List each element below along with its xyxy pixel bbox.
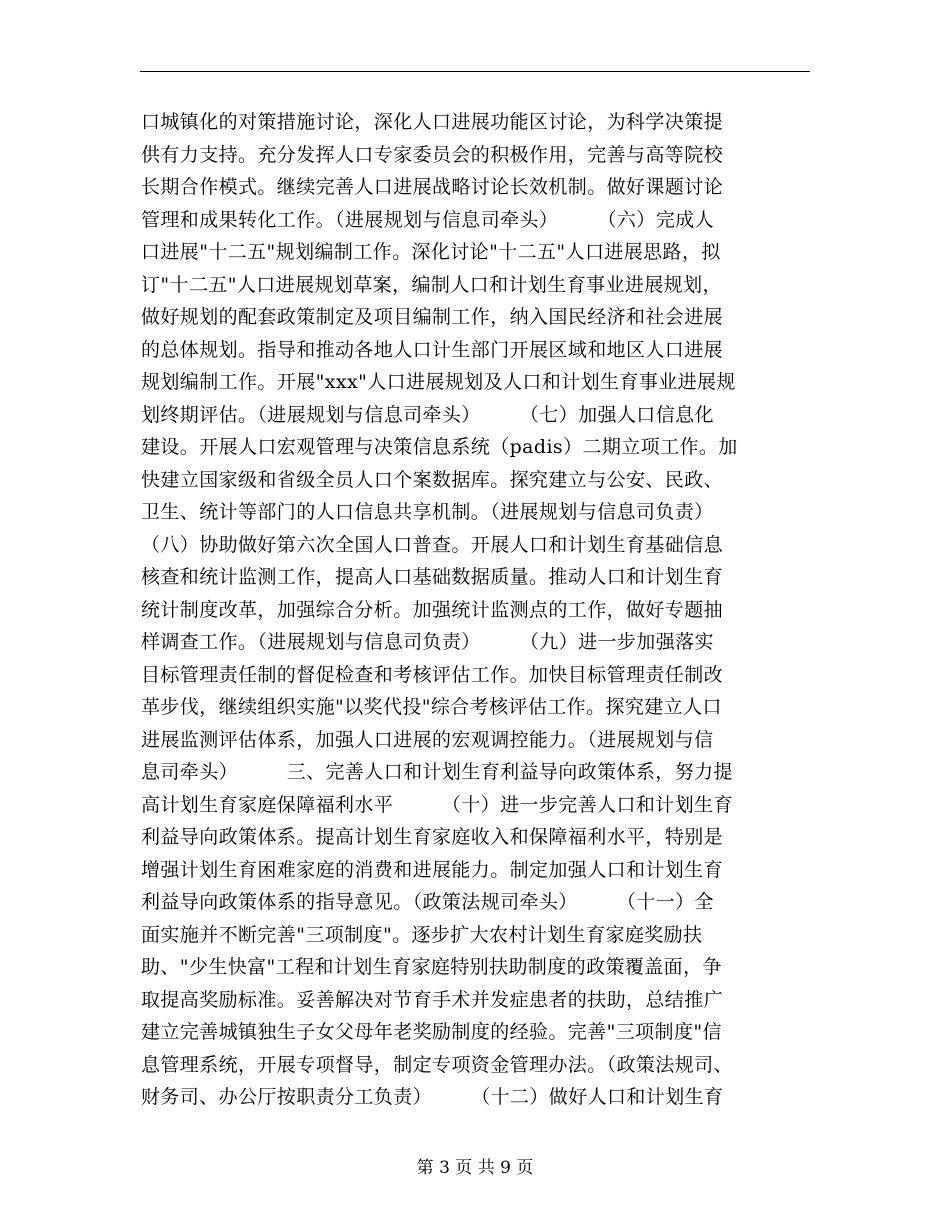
- text-line: 做好规划的配套政策制定及项目编制工作，纳入国民经济和社会进展: [141, 306, 724, 328]
- text-line: 订"十二五"人口进展规划草案，编制人口和计划生育事业进展规划，: [141, 273, 722, 296]
- text-line: 建立完善城镇独生子女父母年老奖励制度的经验。完善"三项制度"信: [141, 1021, 722, 1043]
- text-line: 核查和统计监测工作，提高人口基础数据质量。推动人口和计划生育: [141, 566, 724, 588]
- text-line: 面实施并不断完善"三项制度"。逐步扩大农村计划生育家庭奖励扶: [141, 923, 703, 946]
- text-line: 利益导向政策体系的指导意见。（政策法规司牵头） （十一）全: [141, 891, 714, 913]
- text-line: 划终期评估。（进展规划与信息司牵头） （七）加强人口信息化: [141, 403, 714, 426]
- text-line: 息管理系统，开展专项督导，制定专项资金管理办法。（政策法规司、: [141, 1053, 733, 1076]
- text-line: 息司牵头） 三、完善人口和计划生育利益导向政策体系，努力提: [141, 761, 733, 783]
- text-line: 利益导向政策体系。提高计划生育家庭收入和保障福利水平，特别是: [141, 826, 724, 848]
- text-line: 高计划生育家庭保障福利水平 （十）进一步完善人口和计划生育: [141, 793, 733, 816]
- text-line: 革步伐，继续组织实施"以奖代投"综合考核评估工作。探究建立人口: [141, 696, 722, 718]
- text-line: 增强计划生育困难家庭的消费和进展能力。制定加强人口和计划生育: [141, 858, 724, 881]
- text-line: 助、"少生快富"工程和计划生育家庭特别扶助制度的政策覆盖面，争: [141, 956, 722, 978]
- text-line: 规划编制工作。开展"xxx"人口进展规划及人口和计划生育事业进展规: [141, 371, 736, 393]
- text-line: 长期合作模式。继续完善人口进展战略讨论长效机制。做好课题讨论: [141, 176, 724, 198]
- body-text: [141, 106, 821, 1114]
- text-line: 快建立国家级和省级全员人口个案数据库。探究建立与公安、民政、: [141, 468, 724, 491]
- text-line: 的总体规划。指导和推动各地人口计生部门开展区域和地区人口进展: [141, 338, 724, 361]
- text-line: 管理和成果转化工作。（进展规划与信息司牵头） （六）完成人: [141, 208, 714, 231]
- text-line: 口进展"十二五"规划编制工作。深化讨论"十二五"人口进展思路，拟: [141, 241, 721, 263]
- text-line: 进展监测评估体系，加强人口进展的宏观调控能力。（进展规划与信: [141, 728, 714, 751]
- text-line: 口城镇化的对策措施讨论，深化人口进展功能区讨论，为科学决策提: [141, 111, 724, 133]
- text-line: 财务司、办公厅按职责分工负责） （十二）做好人口和计划生育: [141, 1086, 724, 1108]
- text-line: 卫生、统计等部门的人口信息共享机制。（进展规划与信息司负责）: [141, 501, 714, 523]
- text-line: 样调查工作。（进展规划与信息司负责） （九）进一步加强落实: [141, 631, 714, 653]
- text-line: 目标管理责任制的督促检查和考核评估工作。加快目标管理责任制改: [141, 663, 724, 686]
- header-rule: [140, 71, 810, 72]
- text-line: 建设。开展人口宏观管理与决策信息系统（padis）二期立项工作。加: [141, 436, 738, 458]
- text-line: 取提高奖励标准。妥善解决对节育手术并发症患者的扶助，总结推广: [141, 988, 724, 1011]
- text-line: 统计制度改革，加强综合分析。加强统计监测点的工作，做好专题抽: [141, 598, 724, 621]
- page-number-footer: 第 3 页 共 9 页: [416, 1158, 534, 1178]
- text-line: （八）协助做好第六次全国人口普查。开展人口和计划生育基础信息: [141, 533, 724, 556]
- text-line: 供有力支持。充分发挥人口专家委员会的积极作用，完善与高等院校: [141, 143, 724, 166]
